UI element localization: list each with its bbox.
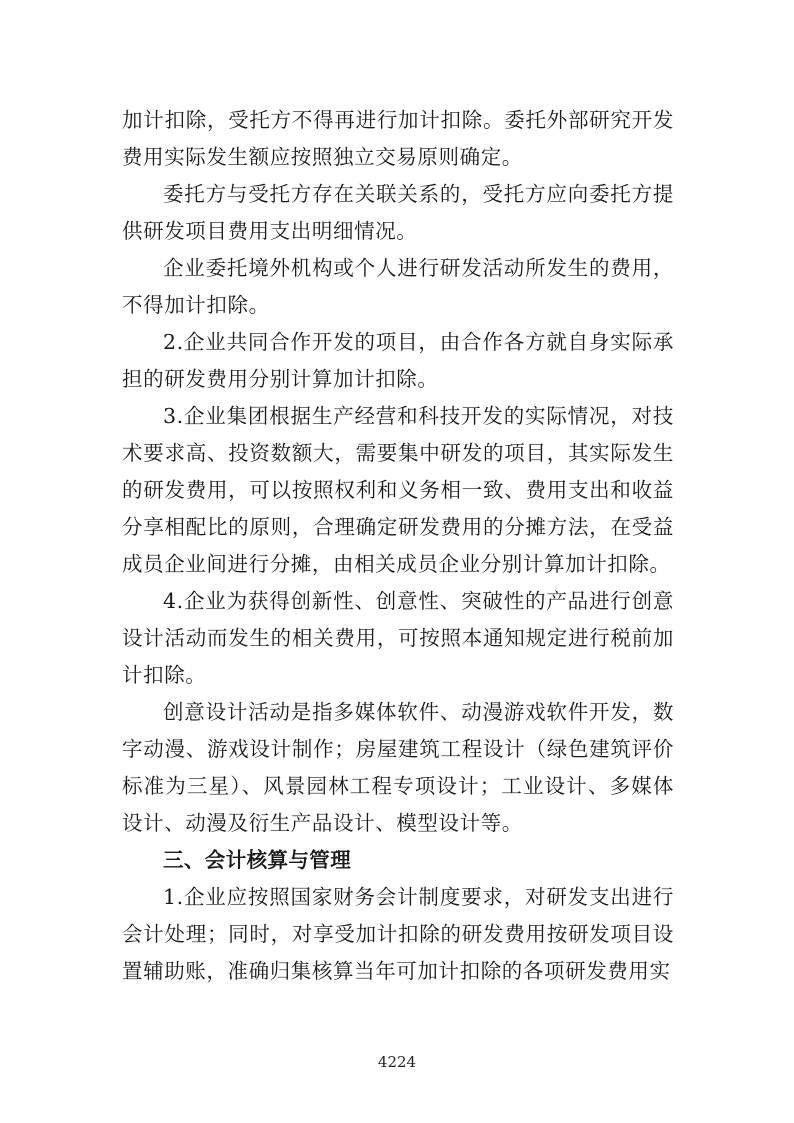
paragraph-accounting-item-1: 1.企业应按照国家财务会计制度要求，对研发支出进行会计处理；同时，对享受加计扣除的研发费用按研发项目设置辅助账，准确归集核算当年可加计扣除的各项研发费用实 xyxy=(122,885,674,983)
paragraph-continuation: 加计扣除，受托方不得再进行加计扣除。委托外部研究开发费用实际发生额应按照独立交易原则确定。 xyxy=(122,108,674,169)
paragraph-related-party: 委托方与受托方存在关联关系的，受托方应向委托方提供研发项目费用支出明细情况。 xyxy=(122,182,674,243)
paragraph-creative-design: 创意设计活动是指多媒体软件、动漫游戏软件开发，数字动漫、游戏设计制作；房屋建筑工程设计（绿色建筑评价标准为三星）、风景园林工程专项设计；工业设计、多媒体设计、动漫及衍生产品设计、模型设计等。 xyxy=(122,700,674,835)
section-heading-accounting: 三、会计核算与管理 xyxy=(163,848,352,872)
paragraph-item-3: 3.企业集团根据生产经营和科技开发的实际情况，对技术要求高、投资数额大，需要集中研发的项目，其实际发生的研发费用，可以按照权利和义务相一致、费用支出和收益分享相配比的原则，合理确定研发费用的分摊方法，在受益成员企业间进行分摊，由相关成员企业分别计算加计扣除。 xyxy=(122,404,674,576)
paragraph-item-2: 2.企业共同合作开发的项目，由合作各方就自身实际承担的研发费用分别计算加计扣除。 xyxy=(122,330,674,391)
document-body xyxy=(122,102,674,990)
paragraph-item-4: 4.企业为获得创新性、创意性、突破性的产品进行创意设计活动而发生的相关费用，可按照本通知规定进行税前加计扣除。 xyxy=(122,589,674,687)
paragraph-overseas-entrustment: 企业委托境外机构或个人进行研发活动所发生的费用，不得加计扣除。 xyxy=(122,256,674,317)
page-number: 4224 xyxy=(377,1053,417,1071)
